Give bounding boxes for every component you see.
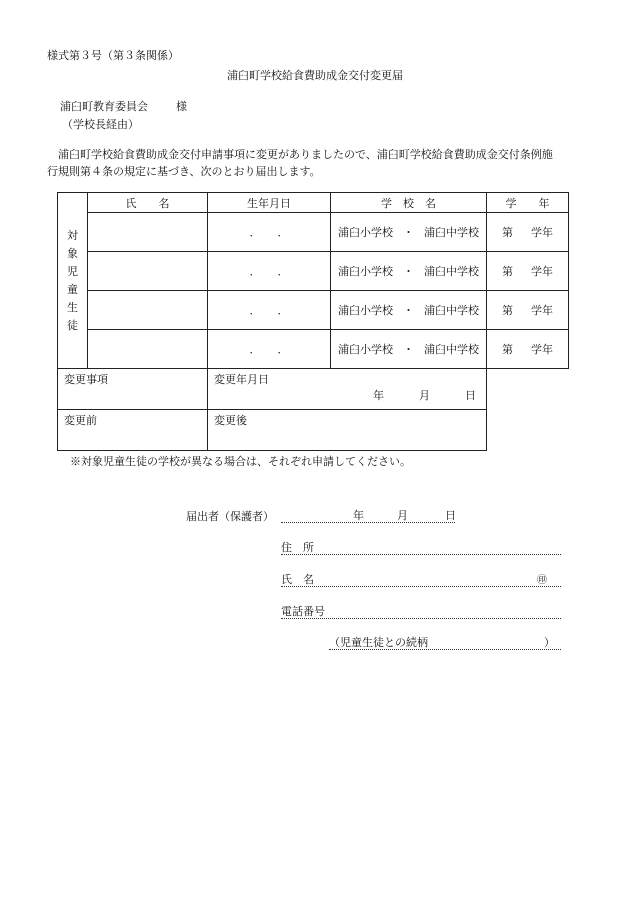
date-year-label: 年 [353, 509, 364, 522]
grade-cell[interactable]: 第 学年 [487, 291, 569, 330]
after-change-label: 変更後 [214, 414, 247, 427]
relationship-field[interactable] [329, 634, 561, 650]
before-change-label: 変更前 [64, 414, 97, 427]
target-students-table [57, 192, 569, 451]
school-cell[interactable]: 浦臼小学校 ・ 浦臼中学校 [331, 291, 487, 330]
via-principal-note: （学校長経由） [62, 118, 139, 131]
birthdate-cell[interactable]: ． ． [208, 252, 331, 291]
change-item-cell[interactable] [58, 369, 208, 410]
change-item-label: 変更事項 [64, 373, 108, 386]
student-name-cell[interactable] [88, 330, 208, 369]
form-number-label: 様式第３号（第３条関係） [47, 49, 179, 62]
relationship-close-paren: ） [544, 636, 555, 649]
applicant-name-field[interactable] [281, 571, 561, 587]
body-text [47, 146, 577, 180]
document-title: 浦臼町学校給食費助成金交付変更届 [227, 69, 403, 82]
school-cell[interactable]: 浦臼小学校 ・ 浦臼中学校 [331, 213, 487, 252]
seal-mark-icon: ㊞ [537, 575, 547, 586]
address-field[interactable] [281, 539, 561, 555]
birthdate-cell[interactable]: ． ． [208, 291, 331, 330]
school-cell[interactable]: 浦臼小学校 ・ 浦臼中学校 [331, 252, 487, 291]
table-row [58, 252, 569, 291]
birthdate-cell[interactable]: ． ． [208, 330, 331, 369]
phone-field[interactable] [281, 603, 561, 619]
addressee-suffix: 様 [176, 100, 187, 113]
after-change-cell[interactable] [208, 410, 487, 451]
header-school: 学 校 名 [331, 193, 487, 213]
change-date-ymd: 年 月 日 [373, 389, 476, 402]
before-change-cell[interactable] [58, 410, 208, 451]
grade-cell[interactable]: 第 学年 [487, 330, 569, 369]
relationship-label: （児童生徒との続柄 [329, 636, 428, 649]
birthdate-cell[interactable]: ． ． [208, 213, 331, 252]
student-name-cell[interactable] [88, 252, 208, 291]
body-line-2: 行規則第４条の規定に基づき、次のとおり届出します。 [47, 165, 321, 178]
student-name-cell[interactable] [88, 213, 208, 252]
phone-label: 電話番号 [281, 605, 325, 618]
header-name: 氏 名 [88, 193, 208, 213]
addressee [60, 98, 187, 114]
body-line-1: 浦臼町学校給食費助成金交付申請事項に変更がありましたので、浦臼町学校給食費助成金交付条例施 [58, 148, 553, 161]
header-grade: 学 年 [487, 193, 569, 213]
grade-cell[interactable]: 第 学年 [487, 252, 569, 291]
date-day-label: 日 [445, 509, 456, 522]
table-row [58, 291, 569, 330]
change-date-cell[interactable] [208, 369, 487, 410]
addressee-name: 浦臼町教育委員会 [60, 100, 148, 113]
table-row [58, 330, 569, 369]
target-students-label: 対 象 児 童 生 徒 [58, 193, 88, 369]
note-text: ※対象児童生徒の学校が異なる場合は、それぞれ申請してください。 [70, 455, 411, 468]
name-label: 氏 名 [281, 573, 314, 586]
student-name-cell[interactable] [88, 291, 208, 330]
date-month-label: 月 [397, 509, 408, 522]
grade-cell[interactable]: 第 学年 [487, 213, 569, 252]
school-cell[interactable]: 浦臼小学校 ・ 浦臼中学校 [331, 330, 487, 369]
address-label: 住 所 [281, 541, 314, 554]
table-row [58, 213, 569, 252]
notification-date-field[interactable] [281, 507, 455, 523]
change-date-label: 変更年月日 [214, 373, 269, 386]
applicant-label: 届出者（保護者） [186, 510, 274, 523]
header-birthdate: 生年月日 [208, 193, 331, 213]
